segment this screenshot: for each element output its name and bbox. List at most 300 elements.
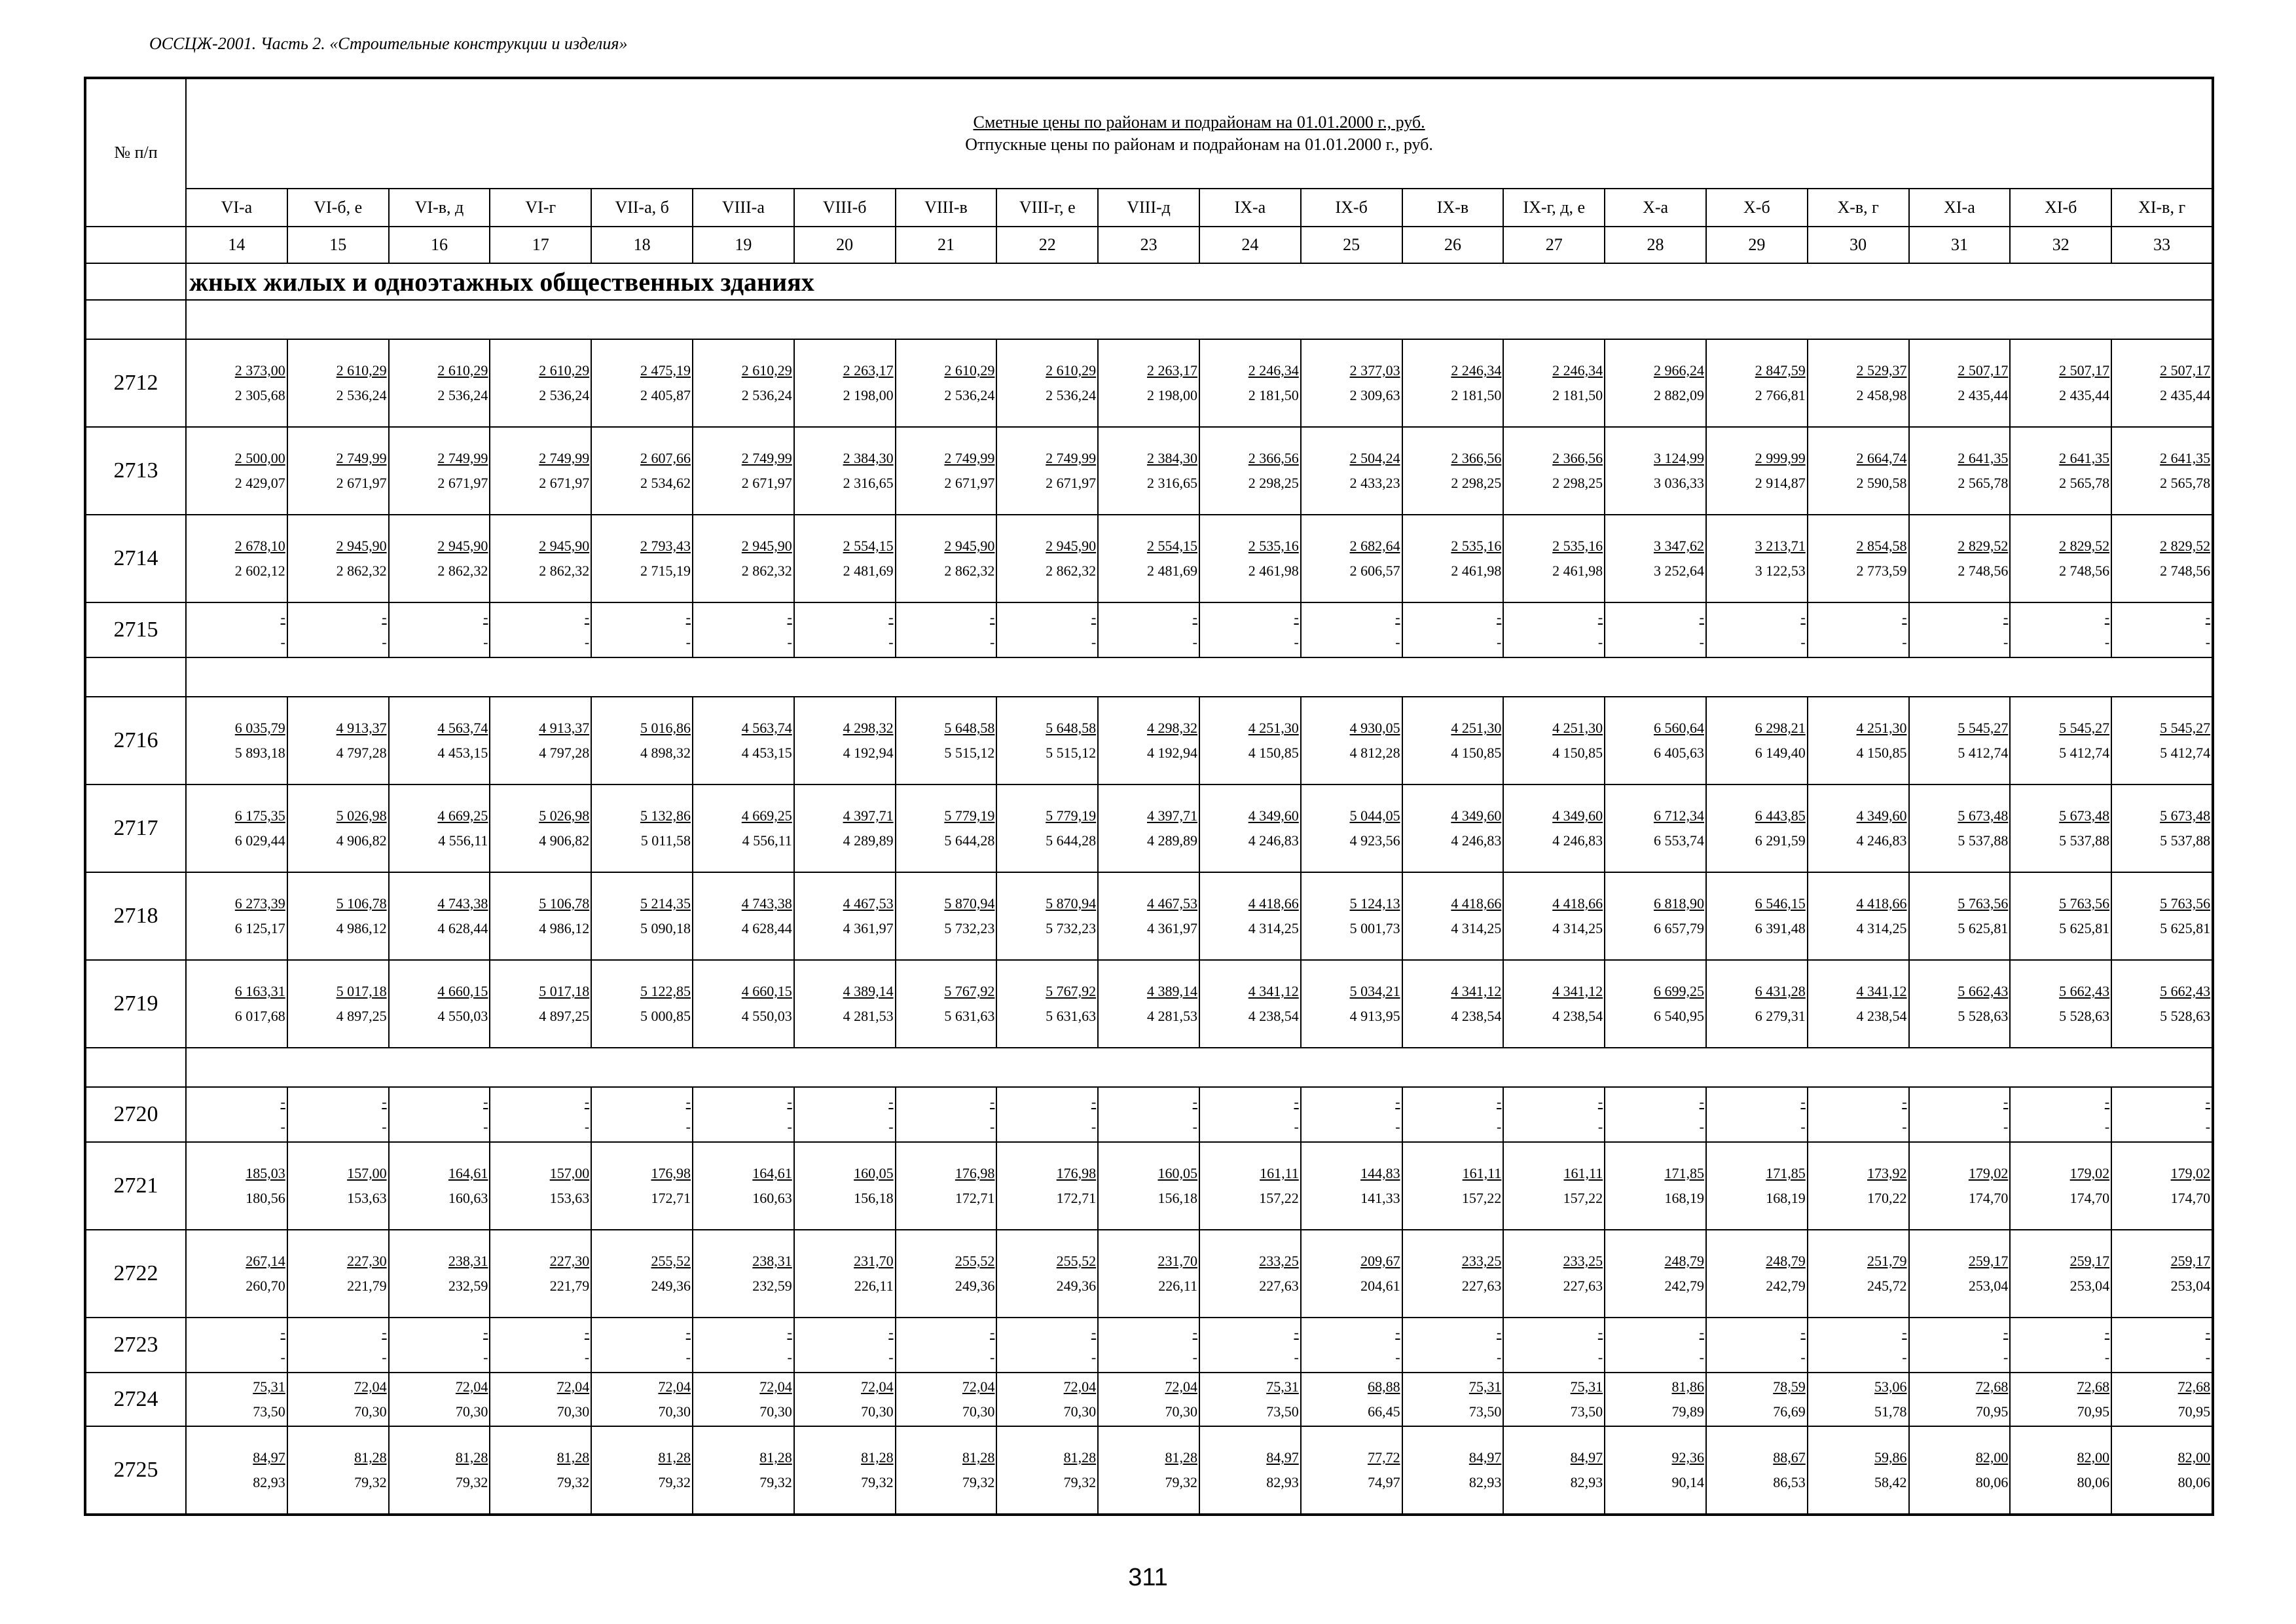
estimate-price: 2 610,29 [944, 362, 995, 378]
release-price: 2 429,07 [234, 475, 285, 491]
release-price: 4 314,25 [1451, 920, 1502, 936]
price-cell [1301, 339, 1402, 427]
estimate-price: 4 389,14 [843, 983, 894, 999]
release-price: - [2003, 1349, 2009, 1365]
release-price: 82,93 [253, 1474, 285, 1490]
release-price: 2 536,24 [336, 387, 387, 403]
column-number: 24 [1199, 227, 1301, 263]
price-cell [1909, 339, 2011, 427]
price-cell [794, 515, 896, 602]
estimate-price: 173,92 [1867, 1165, 1907, 1181]
estimate-price: 2 945,90 [336, 538, 387, 554]
price-cell [1503, 872, 1605, 960]
price-cell [1402, 960, 1504, 1048]
spacer-cell [85, 300, 186, 339]
estimate-price: - [1091, 1324, 1097, 1340]
estimate-price: - [787, 1094, 792, 1110]
estimate-price: 5 026,98 [336, 807, 387, 824]
estimate-price: 5 870,94 [944, 895, 995, 912]
release-price: 4 361,97 [1146, 920, 1197, 936]
region-header: VIII-б [794, 189, 896, 227]
estimate-price: 2 263,17 [1146, 362, 1197, 378]
release-price: - [2003, 1118, 2009, 1135]
price-cell [1503, 602, 1605, 657]
estimate-price: 2 829,52 [1958, 538, 2009, 554]
release-price: 5 644,28 [944, 832, 995, 849]
release-price: - [1091, 1349, 1097, 1365]
price-cell [2010, 515, 2111, 602]
estimate-price: - [787, 1324, 792, 1340]
price-cell [794, 339, 896, 427]
estimate-price: 6 273,39 [234, 895, 285, 912]
release-price: 170,22 [1867, 1190, 1907, 1206]
price-cell [287, 339, 389, 427]
price-cell [389, 427, 490, 515]
release-price: 51,78 [1874, 1403, 1907, 1420]
estimate-price: 4 251,30 [1248, 720, 1299, 736]
price-cell [794, 1087, 896, 1142]
release-price: 260,70 [246, 1278, 285, 1294]
estimate-price: 5 034,21 [1349, 983, 1400, 999]
release-price: 2 461,98 [1552, 563, 1603, 579]
price-cell [1808, 697, 1909, 784]
price-cell [1706, 1230, 1808, 1318]
estimate-price: 5 545,27 [2059, 720, 2110, 736]
release-price: 2 536,24 [1046, 387, 1097, 403]
price-cell [1199, 427, 1301, 515]
estimate-price: 5 132,86 [640, 807, 691, 824]
estimate-price: 2 263,17 [843, 362, 894, 378]
price-cell [693, 427, 794, 515]
price-cell [389, 1142, 490, 1230]
release-price: - [584, 1118, 590, 1135]
price-cell [2010, 1087, 2111, 1142]
price-cell [693, 1087, 794, 1142]
release-price: 2 671,97 [539, 475, 590, 491]
region-header: XI-а [1909, 189, 2011, 227]
estimate-price: 2 610,29 [741, 362, 792, 378]
price-cell [1909, 1230, 2011, 1318]
release-price: - [382, 634, 387, 650]
release-price: 5 515,12 [1046, 745, 1097, 761]
price-cell [2111, 872, 2213, 960]
release-price: 5 732,23 [944, 920, 995, 936]
release-price: - [787, 1349, 792, 1365]
price-cell [1706, 872, 1808, 960]
price-cell [1301, 960, 1402, 1048]
release-price: 172,71 [1056, 1190, 1097, 1206]
release-price: 160,63 [448, 1190, 488, 1206]
price-cell [490, 339, 591, 427]
price-cell [1301, 1142, 1402, 1230]
price-cell [1909, 697, 2011, 784]
column-number-row [85, 227, 2213, 263]
price-cell [1909, 784, 2011, 872]
release-price: 79,32 [455, 1474, 488, 1490]
price-cell [186, 1426, 287, 1515]
estimate-price: 72,04 [1165, 1378, 1197, 1395]
row-id: 2714 [85, 515, 186, 602]
row-id: 2718 [85, 872, 186, 960]
price-cell [693, 602, 794, 657]
release-price: 5 000,85 [640, 1008, 691, 1024]
estimate-price: 3 124,99 [1653, 450, 1704, 466]
estimate-price: 72,68 [1975, 1378, 2009, 1395]
price-cell [1301, 1087, 1402, 1142]
estimate-price: 81,28 [1063, 1449, 1097, 1466]
release-price: - [888, 1349, 894, 1365]
price-cell [794, 1373, 896, 1426]
price-cell [693, 515, 794, 602]
price-cell [1605, 427, 1706, 515]
price-cell [1402, 1230, 1504, 1318]
estimate-price: - [2104, 609, 2110, 625]
estimate-price: 233,25 [1563, 1253, 1603, 1269]
price-cell [1909, 872, 2011, 960]
estimate-price: 81,28 [658, 1449, 691, 1466]
price-cell [1098, 1142, 1199, 1230]
spacer-row [85, 300, 2213, 339]
estimate-price: 2 945,90 [437, 538, 488, 554]
column-number: 17 [490, 227, 591, 263]
price-cell [2111, 1426, 2213, 1515]
estimate-price: - [1395, 609, 1400, 625]
price-cell [490, 602, 591, 657]
release-price: 74,97 [1368, 1474, 1400, 1490]
price-cell [896, 1318, 997, 1373]
estimate-price: 53,06 [1874, 1378, 1907, 1395]
estimate-price: 5 779,19 [1046, 807, 1097, 824]
price-cell [1503, 339, 1605, 427]
price-cell [287, 872, 389, 960]
estimate-price: - [382, 1324, 387, 1340]
price-cell [1808, 784, 1909, 872]
release-price: 174,70 [1968, 1190, 2009, 1206]
estimate-price: 2 246,34 [1248, 362, 1299, 378]
estimate-price: 2 610,29 [1046, 362, 1097, 378]
estimate-price: - [888, 1324, 894, 1340]
price-cell [1909, 1142, 2011, 1230]
estimate-price: 179,02 [1968, 1165, 2009, 1181]
release-price: 86,53 [1773, 1474, 1806, 1490]
estimate-price: 160,05 [1157, 1165, 1197, 1181]
release-price: 2 862,32 [1046, 563, 1097, 579]
release-price: 80,06 [1975, 1474, 2009, 1490]
estimate-price: - [1902, 1324, 1907, 1340]
price-cell [2010, 602, 2111, 657]
release-price: 4 238,54 [1451, 1008, 1502, 1024]
price-cell [1909, 1318, 2011, 1373]
price-cell [2010, 960, 2111, 1048]
release-price: 79,32 [962, 1474, 995, 1490]
price-cell [389, 339, 490, 427]
release-price: 4 314,25 [1856, 920, 1907, 936]
release-price: - [1192, 1349, 1197, 1365]
region-header-row [85, 189, 2213, 227]
estimate-price: 6 818,90 [1653, 895, 1704, 912]
estimate-price: 6 431,28 [1755, 983, 1806, 999]
release-price: 5 528,63 [1958, 1008, 2009, 1024]
estimate-price: 248,79 [1766, 1253, 1806, 1269]
release-price: 157,22 [1563, 1190, 1603, 1206]
column-number: 23 [1098, 227, 1199, 263]
price-cell [896, 1087, 997, 1142]
estimate-price: 4 341,12 [1856, 983, 1907, 999]
estimate-price: 4 341,12 [1552, 983, 1603, 999]
price-cell [1301, 784, 1402, 872]
release-price: 80,06 [2178, 1474, 2211, 1490]
price-cell [186, 515, 287, 602]
price-cell [1605, 784, 1706, 872]
release-price: 160,63 [752, 1190, 792, 1206]
release-price: 226,11 [1158, 1278, 1197, 1294]
spacer-cell [85, 657, 186, 697]
price-cell [1605, 1426, 1706, 1515]
price-cell [896, 960, 997, 1048]
release-price: - [382, 1118, 387, 1135]
price-cell [693, 1318, 794, 1373]
estimate-price: - [1294, 1324, 1299, 1340]
release-price: 5 537,88 [1958, 832, 2009, 849]
release-price: 6 405,63 [1653, 745, 1704, 761]
price-cell [389, 872, 490, 960]
release-price: 227,63 [1259, 1278, 1299, 1294]
estimate-price: 4 563,74 [437, 720, 488, 736]
release-price: 4 628,44 [437, 920, 488, 936]
release-price: 5 625,81 [1958, 920, 2009, 936]
release-price: 6 553,74 [1653, 832, 1704, 849]
release-price: - [280, 1118, 285, 1135]
estimate-price: 5 763,56 [2160, 895, 2211, 912]
price-cell [389, 1230, 490, 1318]
release-price: 70,30 [354, 1403, 387, 1420]
price-cell [794, 872, 896, 960]
release-price: - [1192, 1118, 1197, 1135]
release-price: 5 528,63 [2160, 1008, 2211, 1024]
release-price: 4 238,54 [1552, 1008, 1603, 1024]
estimate-price: - [1091, 1094, 1097, 1110]
release-price: 70,30 [759, 1403, 792, 1420]
price-cell [1706, 427, 1808, 515]
price-cell [1605, 1318, 1706, 1373]
estimate-price: 2 366,56 [1451, 450, 1502, 466]
release-price: - [1294, 1349, 1299, 1365]
price-cell [1605, 1230, 1706, 1318]
estimate-price: 5 673,48 [2160, 807, 2211, 824]
price-cell [389, 697, 490, 784]
estimate-price: - [2205, 609, 2211, 625]
release-price: 5 537,88 [2160, 832, 2211, 849]
estimate-price: 179,02 [2069, 1165, 2110, 1181]
estimate-price: - [1800, 1094, 1806, 1110]
release-price-title: Отпускные цены по районам и подрайонам на 01.01.2000 г., руб. [965, 135, 1433, 154]
release-price: 79,89 [1671, 1403, 1704, 1420]
table-row [85, 1318, 2213, 1373]
estimate-price: 231,70 [854, 1253, 894, 1269]
release-price: - [990, 634, 995, 650]
release-price: 2 305,68 [234, 387, 285, 403]
release-price: 2 862,32 [539, 563, 590, 579]
release-price: 2 481,69 [843, 563, 894, 579]
estimate-price: 2 366,56 [1552, 450, 1603, 466]
spacer-cell [186, 657, 2213, 697]
price-cell [996, 602, 1098, 657]
estimate-price: 72,04 [962, 1378, 995, 1395]
estimate-price: 84,97 [1468, 1449, 1502, 1466]
release-price: 82,93 [1570, 1474, 1603, 1490]
table-row [85, 1230, 2213, 1318]
region-header: VI-г [490, 189, 591, 227]
release-price: 5 515,12 [944, 745, 995, 761]
release-price: - [280, 1349, 285, 1365]
estimate-price: 75,31 [1570, 1378, 1603, 1395]
estimate-price: 160,05 [854, 1165, 894, 1181]
release-price: - [1294, 634, 1299, 650]
estimate-price: 81,28 [354, 1449, 387, 1466]
release-price: - [2205, 1349, 2211, 1365]
estimate-price: - [2104, 1094, 2110, 1110]
estimate-price: - [1497, 1324, 1502, 1340]
price-cell [1199, 1142, 1301, 1230]
price-cell [1808, 1142, 1909, 1230]
price-cell [1909, 602, 2011, 657]
table-row [85, 515, 2213, 602]
estimate-price: - [990, 1094, 995, 1110]
release-price: - [685, 634, 691, 650]
estimate-price: 233,25 [1461, 1253, 1502, 1269]
estimate-price: 231,70 [1157, 1253, 1197, 1269]
release-price: 70,30 [1063, 1403, 1097, 1420]
estimate-price: 4 349,60 [1248, 807, 1299, 824]
release-price: 2 433,23 [1349, 475, 1400, 491]
price-cell [896, 1230, 997, 1318]
price-cell [1605, 960, 1706, 1048]
price-cell [490, 1230, 591, 1318]
release-price: 4 238,54 [1248, 1008, 1299, 1024]
estimate-price: 5 017,18 [336, 983, 387, 999]
price-cell [1098, 1318, 1199, 1373]
price-cell [2010, 339, 2111, 427]
release-price: - [787, 634, 792, 650]
price-cell [186, 960, 287, 1048]
estimate-price: 4 397,71 [843, 807, 894, 824]
estimate-price: - [584, 1324, 590, 1340]
estimate-price: 2 535,16 [1552, 538, 1603, 554]
estimate-price: 233,25 [1259, 1253, 1299, 1269]
release-price: 2 773,59 [1856, 563, 1907, 579]
price-cell [996, 872, 1098, 960]
price-cell [1706, 960, 1808, 1048]
price-title-header [186, 78, 2213, 189]
estimate-price: - [483, 1324, 488, 1340]
estimate-price: 6 699,25 [1653, 983, 1704, 999]
price-cell [996, 1142, 1098, 1230]
release-price: - [1800, 1118, 1806, 1135]
estimate-price: - [382, 1094, 387, 1110]
estimate-price: 4 298,32 [1146, 720, 1197, 736]
release-price: - [1699, 1349, 1704, 1365]
release-price: 2 536,24 [741, 387, 792, 403]
release-price: 2 458,98 [1856, 387, 1907, 403]
release-price: - [1497, 1118, 1502, 1135]
release-price: 242,79 [1766, 1278, 1806, 1294]
estimate-price: 81,28 [759, 1449, 792, 1466]
price-cell [591, 602, 693, 657]
release-price: 2 181,50 [1248, 387, 1299, 403]
price-cell [693, 1373, 794, 1426]
price-cell [389, 1318, 490, 1373]
price-cell [896, 872, 997, 960]
estimate-price: 5 779,19 [944, 807, 995, 824]
estimate-price: 59,86 [1874, 1449, 1907, 1466]
price-cell [1098, 872, 1199, 960]
spacer-cell [186, 300, 2213, 339]
price-cell [1706, 1373, 1808, 1426]
release-price: 82,93 [1266, 1474, 1299, 1490]
estimate-price: 255,52 [1056, 1253, 1097, 1269]
price-cell [1706, 1087, 1808, 1142]
estimate-price: 2 507,17 [2059, 362, 2110, 378]
estimate-price: 5 026,98 [539, 807, 590, 824]
price-cell [794, 1426, 896, 1515]
estimate-price: 4 251,30 [1552, 720, 1603, 736]
price-cell [693, 1142, 794, 1230]
release-price: 2 435,44 [1958, 387, 2009, 403]
price-cell [1301, 602, 1402, 657]
release-price: - [1800, 634, 1806, 650]
release-price: 172,71 [955, 1190, 995, 1206]
price-cell [1808, 960, 1909, 1048]
release-price: 79,32 [1165, 1474, 1197, 1490]
release-price: 2 671,97 [336, 475, 387, 491]
price-cell [1098, 427, 1199, 515]
price-cell [1706, 1318, 1808, 1373]
release-price: 6 149,40 [1755, 745, 1806, 761]
price-cell [287, 960, 389, 1048]
release-price: - [2205, 634, 2211, 650]
price-cell [996, 515, 1098, 602]
price-cell [287, 1318, 389, 1373]
price-cell [490, 960, 591, 1048]
price-cell [896, 339, 997, 427]
estimate-price: 75,31 [1266, 1378, 1299, 1395]
price-cell [996, 427, 1098, 515]
release-price: - [483, 1118, 488, 1135]
estimate-price: - [1699, 609, 1704, 625]
estimate-price: 176,98 [651, 1165, 691, 1181]
row-id: 2725 [85, 1426, 186, 1515]
estimate-price: 68,88 [1368, 1378, 1400, 1395]
release-price: 4 246,83 [1856, 832, 1907, 849]
estimate-price: 6 298,21 [1755, 720, 1806, 736]
estimate-price: 6 560,64 [1653, 720, 1704, 736]
price-cell [1301, 872, 1402, 960]
release-price: - [1395, 634, 1400, 650]
estimate-price: 4 418,66 [1451, 895, 1502, 912]
release-price: 5 412,74 [2160, 745, 2211, 761]
estimate-price: - [888, 1094, 894, 1110]
estimate-price: 4 251,30 [1451, 720, 1502, 736]
price-cell [1402, 697, 1504, 784]
price-cell [1402, 1318, 1504, 1373]
estimate-price: - [685, 1094, 691, 1110]
estimate-price: - [888, 609, 894, 625]
release-price: 4 150,85 [1248, 745, 1299, 761]
estimate-price: 2 829,52 [2059, 538, 2110, 554]
estimate-price: 4 418,66 [1552, 895, 1603, 912]
estimate-price: 164,61 [752, 1165, 792, 1181]
release-price: 79,32 [556, 1474, 590, 1490]
